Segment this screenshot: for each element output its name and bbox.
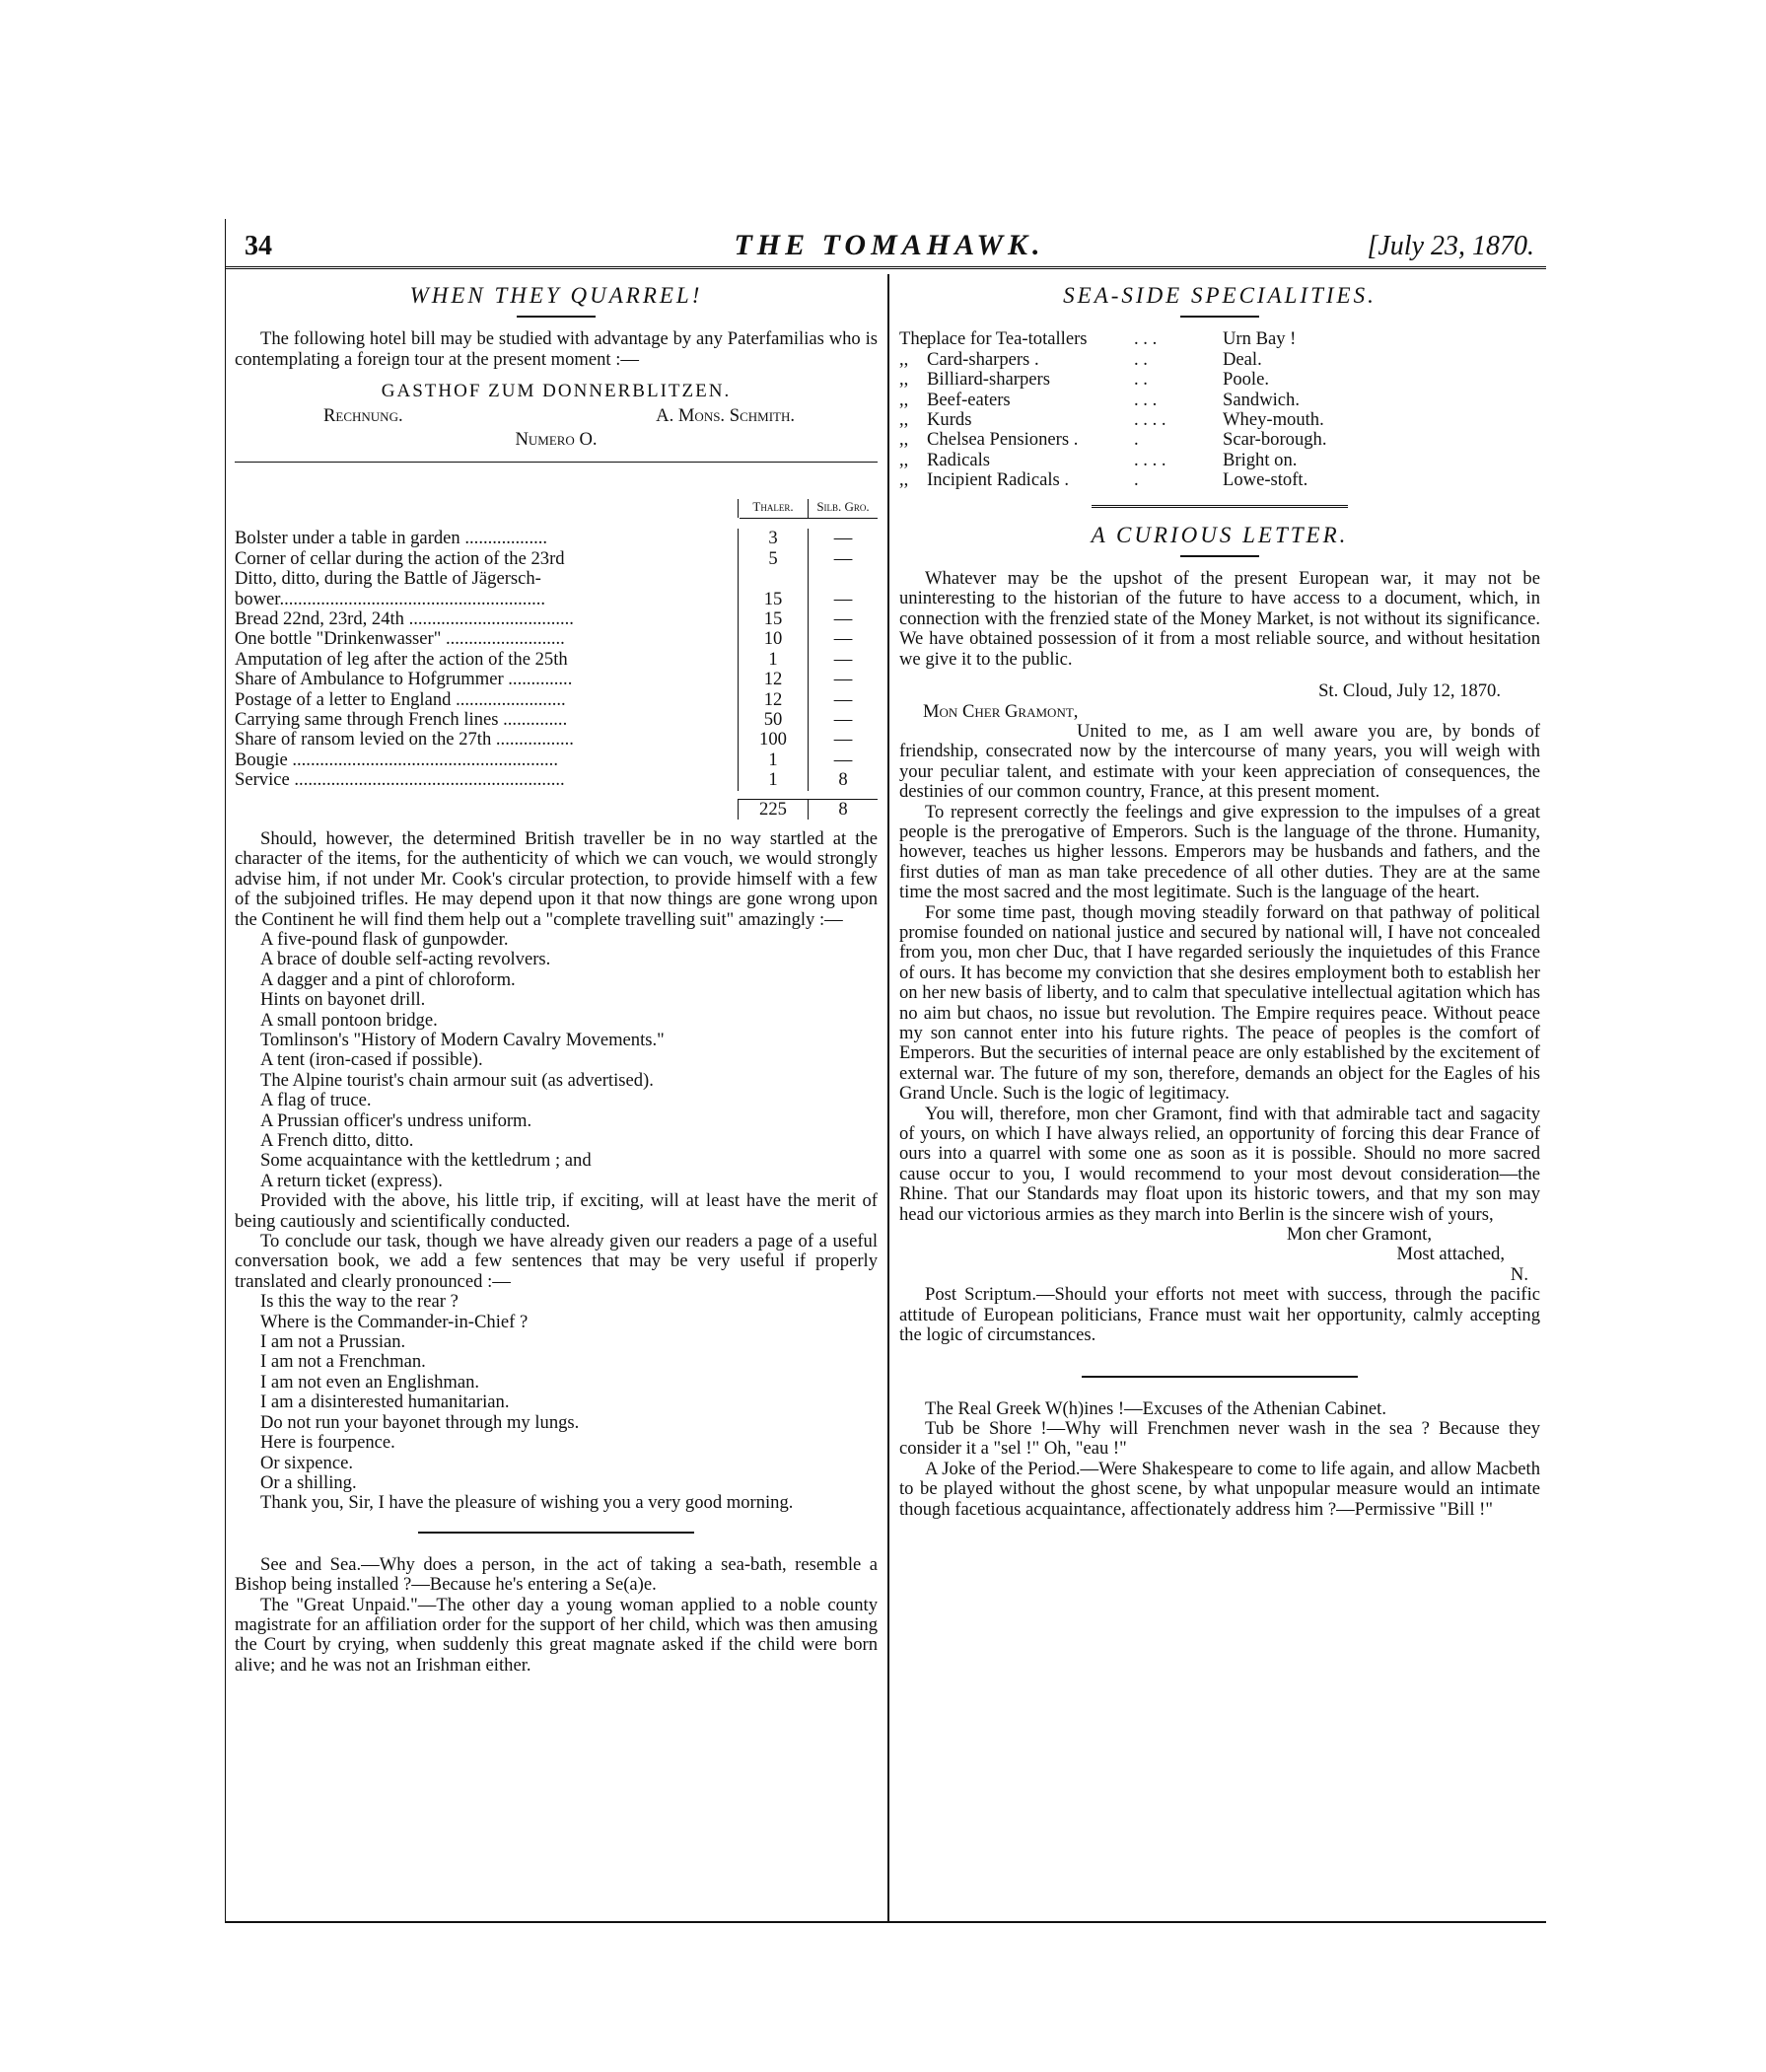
bill-item: bower.......................................................... [235, 589, 546, 609]
closing-phrase: Thank you, Sir, I have the pleasure of wishing you a very good morning. [260, 1492, 794, 1514]
bill-silb: — [808, 690, 878, 710]
bill-item: Postage of a letter to England ........................ [235, 689, 566, 710]
letter-postscript: Post Scriptum.—Should your efforts not meet with success, through the pacific attitude of European politicians, France must wait her opportunity, calmly accepting the logic of circumstances. [899, 1284, 1540, 1346]
bill-item: Amputation of leg after the action of the 25th [235, 649, 568, 670]
bill-silb: — [808, 609, 878, 629]
verse-place: Deal. [1223, 348, 1262, 370]
outfit-item: A flag of truce. [260, 1090, 372, 1111]
bill-silb: 8 [808, 770, 878, 790]
verse-place: Urn Bay ! [1223, 328, 1297, 350]
page-bottom-rule [225, 1921, 1546, 1923]
provided-paragraph: Provided with the above, his little trip, if exciting, will at least have the merit of being cautiously and scientifically conducted. [235, 1190, 878, 1232]
letter-signature: N. [1510, 1263, 1528, 1285]
section-double-rule [1092, 505, 1348, 508]
bill-row [235, 590, 878, 609]
outfit-item: A Prussian officer's undress uniform. [260, 1109, 532, 1131]
rechnung-label: Rechnung. [323, 404, 403, 426]
bill-thaler: 50 [738, 710, 808, 730]
verse-q: ,, [899, 369, 909, 391]
silb-header: Silb. Gro. [808, 499, 878, 518]
bill-thaler: 15 [738, 590, 808, 609]
joke-of-period: A Joke of the Period.—Were Shakespeare to come to life again, and allow Macbeth to be played without the ghost scene, by what unpopular measure would an intimate though facetious acquaintance, affectionately address him ?—Permissive "Bill !" [899, 1458, 1540, 1520]
outfit-list [235, 930, 878, 1191]
verse-q: The [899, 328, 928, 350]
numero-label: Numero O. [515, 429, 598, 451]
bill-thaler: 1 [738, 650, 808, 670]
phrase-item: Or a shilling. [260, 1471, 357, 1493]
bill-thaler: 15 [738, 609, 808, 629]
phrase-item: Or sixpence. [260, 1452, 353, 1473]
verse-place: Bright on. [1223, 449, 1298, 470]
outfit-item: A French ditto, ditto. [260, 1130, 414, 1152]
bill-silb: — [808, 710, 878, 730]
phrase-item: Here is fourpence. [260, 1432, 395, 1454]
bill-row [235, 529, 878, 548]
bill-silb: — [808, 629, 878, 649]
verse-who: Incipient Radicals . [927, 469, 1070, 491]
letter-paragraph-2: To represent correctly the feelings and give expression to the impulses of a great people is the prerogative of Emperors. Such is the language of the throne. Humanity, however, teaches us higher lessons. Emperors may be husbands and fathers, and the first duties of man as man take precedence of all other duties. They are at the same time the most sacred and the most legitimate. Such is the language of the heart. [899, 801, 1540, 903]
page-number: 34 [245, 231, 272, 261]
left-column [235, 278, 878, 1676]
letter-signoff-1: Mon cher Gramont, [1286, 1224, 1432, 1246]
bill-silb: — [808, 549, 878, 569]
verse-who: Card-sharpers . [927, 348, 1039, 370]
verse-who: Billiard-sharpers [927, 369, 1050, 391]
section-rule [418, 1532, 694, 1534]
newspaper-page [225, 219, 1546, 1918]
outfit-item: Tomlinson's "History of Modern Cavalry Movements." [260, 1029, 665, 1050]
bill-row [235, 710, 878, 730]
bill-thaler [738, 569, 808, 589]
bill-row [235, 609, 878, 629]
bill-thaler: 1 [738, 770, 808, 790]
bill-silb: — [808, 670, 878, 689]
bill-item: Bougie .......................................................... [235, 750, 558, 770]
outfit-item: A return ticket (express). [260, 1170, 443, 1191]
phrase-item: I am not a Frenchman. [260, 1351, 426, 1373]
verse-q: ,, [899, 348, 909, 370]
verse-q: ,, [899, 469, 909, 491]
see-and-sea-joke: See and Sea.—Why does a person, in the act of taking a sea-bath, resemble a Bishop being installed ?—Because he's entering a Se(a)e. [235, 1553, 878, 1596]
bill-item: Bread 22nd, 23rd, 24th .................................... [235, 609, 574, 629]
tub-be-shore-joke: Tub be Shore !—Why will Frenchmen never wash in the sea ? Because they consider it a "sel !" Oh, "eau !" [899, 1417, 1540, 1460]
bill-row [235, 629, 878, 649]
verse-place: Scar-borough. [1223, 429, 1327, 451]
total-silb: 8 [808, 799, 878, 820]
verse-place: Sandwich. [1223, 389, 1300, 410]
page-left-edge [225, 219, 226, 1923]
verse-q: ,, [899, 449, 909, 470]
verse-who: place for Tea-totallers [927, 328, 1088, 350]
bill-item: Service ........................................................... [235, 770, 565, 791]
masthead-title: THE TOMAHAWK. [734, 229, 1045, 261]
phrase-item: Do not run your bayonet through my lungs. [260, 1411, 580, 1433]
bill-item: Ditto, ditto, during the Battle of Jägersch- [235, 569, 541, 590]
verse-place: Poole. [1223, 369, 1270, 391]
letter-paragraph-4: You will, therefore, mon cher Gramont, find with that admirable tact and sagacity of yours, on which I have always relied, an opportunity of forcing this dear France of ours into a quarrel with some one as soon as it is possible. Should no more sacred cause occur to you, I would recommend to your most devout consideration—the Rhine. That our Standards may float upon its historic towers, and that my son may head our victorious armies as they march into Berlin is the sincere wish of yours, [899, 1103, 1540, 1225]
header-rule [225, 266, 1546, 269]
bill-silb [808, 569, 878, 589]
title-rule [1180, 316, 1259, 318]
bill-row [235, 569, 878, 589]
bill-row [235, 650, 878, 670]
column-divider [887, 274, 889, 1923]
outfit-item: A five-pound flask of gunpowder. [260, 928, 509, 950]
bill-item: Share of Ambulance to Hofgrummer .............. [235, 670, 573, 690]
outfit-item: Hints on bayonet drill. [260, 989, 426, 1011]
outfit-item: A dagger and a pint of chloroform. [260, 968, 516, 990]
mons-label: A. Mons. Schmith. [656, 404, 795, 426]
verse-dots: . . . [1134, 389, 1158, 410]
letter-paragraph-3: For some time past, though moving steadily forward on that pathway of political promise founded on national justice and secured by national will, I have not concealed from you, mon cher Duc, that I have regarded seriously the inquietudes of this France of ours. It has become my conviction that she desires employment both to establish her on her new basis of liberty, and to calm that speculative intellectual agitation which has no aim but chaos, no issue but revolution. The Empire requires peace. Without peace my son cannot enter into his future rights. The peace of peoples is the comfort of Emperors. But the securities of internal peace are only established by the excitement of external war. The future of my son, therefore, demands an object for the Eagles of his Grand Uncle. Such is the logic of legitimacy. [899, 901, 1540, 1105]
bill-silb: — [808, 650, 878, 670]
verse-who: Kurds [927, 409, 972, 431]
bill-item: Bolster under a table in garden .................. [235, 529, 548, 549]
letter-signoff-2: Most attached, [1396, 1244, 1505, 1265]
outfit-item: A brace of double self-acting revolvers. [260, 949, 551, 970]
bill-item: Carrying same through French lines .............. [235, 709, 568, 730]
bill-thaler: 100 [738, 730, 808, 750]
article-title-letter: A CURIOUS LETTER. [1091, 522, 1349, 547]
verse-place: Whey-mouth. [1223, 409, 1324, 431]
bill-thaler: 12 [738, 690, 808, 710]
traveller-paragraph: Should, however, the determined British traveller be in no way startled at the character of the items, for the authenticity of which we can vouch, we would strongly advise him, if not under Mr. Cook's circular protection, to provide himself with a few of the subjoined trifles. He may depend upon it that now things are gone wrong upon the Continent he will find them help out a "complete travelling suit" amazingly :— [235, 827, 878, 930]
hotel-bill [235, 462, 878, 819]
phrase-item: I am not even an Englishman. [260, 1371, 480, 1393]
verse-dots: . [1134, 429, 1139, 451]
thaler-header: Thaler. [738, 499, 808, 518]
page-header [233, 229, 1546, 268]
verse-dots: . . [1134, 369, 1148, 391]
title-rule [517, 316, 596, 318]
intro-paragraph: The following hotel bill may be studied with advantage by any Paterfamilias who is contemplating a foreign tour at the present moment :— [235, 328, 878, 370]
letter-dateline: St. Cloud, July 12, 1870. [1318, 680, 1501, 702]
verse-dots: . . [1134, 348, 1148, 370]
bill-thaler: 12 [738, 670, 808, 689]
great-unpaid-joke: The "Great Unpaid."—The other day a young woman applied to a noble county magistrate for an affiliation order for the support of her child, which was then amusing the Court by crying, when suddenly this great magnate asked if the child were born alive; and he was not an Irishman either. [235, 1594, 878, 1676]
conclude-paragraph: To conclude our task, though we have already given our readers a page of a useful conversation book, we add a few sentences that may be very useful if properly translated and clearly pronounced :— [235, 1231, 878, 1292]
bill-rows [235, 529, 878, 790]
verse-dots: . [1134, 469, 1139, 491]
outfit-item: A tent (iron-cased if possible). [260, 1049, 483, 1071]
right-column [899, 278, 1540, 1520]
letter-intro: Whatever may be the upshot of the present European war, it may not be uninteresting to the historian of the future to have access to a document, which, in connection with the frenzied state of the Money Market, is not without its significance. We have obtained possession of it from a most reliable source, and without hesitation we give it to the public. [899, 568, 1540, 670]
bill-thaler: 5 [738, 549, 808, 569]
hotel-name: GASTHOF ZUM DONNERBLITZEN. [381, 381, 732, 402]
bill-row [235, 750, 878, 770]
outfit-item: Some acquaintance with the kettledrum ; and [260, 1150, 592, 1172]
bill-silb: — [808, 590, 878, 609]
bill-item: One bottle "Drinkenwasser" .......................... [235, 629, 565, 650]
verse-who: Chelsea Pensioners . [927, 429, 1079, 451]
bill-column-headers [235, 463, 878, 518]
outfit-item: A small pontoon bridge. [260, 1009, 438, 1031]
title-rule [1180, 555, 1259, 557]
bill-silb: — [808, 529, 878, 548]
verse-who: Radicals [927, 449, 991, 470]
phrase-item: Is this the way to the rear ? [260, 1291, 459, 1313]
bill-item: Share of ransom levied on the 27th ................. [235, 730, 574, 750]
outfit-item: The Alpine tourist's chain armour suit (as advertised). [260, 1069, 654, 1091]
total-thaler: 225 [738, 799, 808, 820]
verse-q: ,, [899, 389, 909, 410]
bill-total [235, 799, 878, 820]
bill-row [235, 730, 878, 750]
bill-item: Corner of cellar during the action of the 23rd [235, 548, 565, 569]
bill-thaler: 1 [738, 750, 808, 770]
verse-dots: . . . . [1134, 409, 1166, 431]
bill-row [235, 549, 878, 569]
phrase-item: Where is the Commander-in-Chief ? [260, 1311, 529, 1332]
bill-row [235, 670, 878, 689]
bill-thaler: 3 [738, 529, 808, 548]
bill-header-line [235, 406, 878, 426]
phrase-item: I am not a Prussian. [260, 1331, 406, 1353]
verse-dots: . . . [1134, 328, 1158, 350]
article-title-seaside: SEA-SIDE SPECIALITIES. [1063, 283, 1377, 308]
bill-silb: — [808, 750, 878, 770]
bill-row [235, 770, 878, 790]
greek-wines-joke: The Real Greek W(h)ines !—Excuses of the Athenian Cabinet. [925, 1397, 1386, 1419]
article-title-quarrel: WHEN THEY QUARREL! [409, 283, 703, 308]
seaside-verse [899, 329, 1540, 490]
verse-dots: . . . . [1134, 449, 1166, 470]
verse-place: Lowe-stoft. [1223, 469, 1308, 491]
section-rule [1082, 1376, 1358, 1378]
bill-silb: — [808, 730, 878, 750]
letter-salutation: Mon Cher Gramont, [923, 700, 1079, 722]
verse-q: ,, [899, 429, 909, 451]
letter-paragraph-1: United to me, as I am well aware you are, by bonds of friendship, consecrated now by the intercourse of many years, you will weigh with your peculiar talent, and estimate with your keen appreciation of consequences, the destinies of our common country, France, at this present moment. [899, 720, 1540, 803]
bill-thaler: 10 [738, 629, 808, 649]
phrase-list [235, 1292, 878, 1493]
verse-q: ,, [899, 409, 909, 431]
issue-date: [July 23, 1870. [1367, 231, 1534, 261]
verse-who: Beef-eaters [927, 389, 1011, 410]
phrase-item: I am a disinterested humanitarian. [260, 1392, 510, 1413]
bill-row [235, 690, 878, 710]
